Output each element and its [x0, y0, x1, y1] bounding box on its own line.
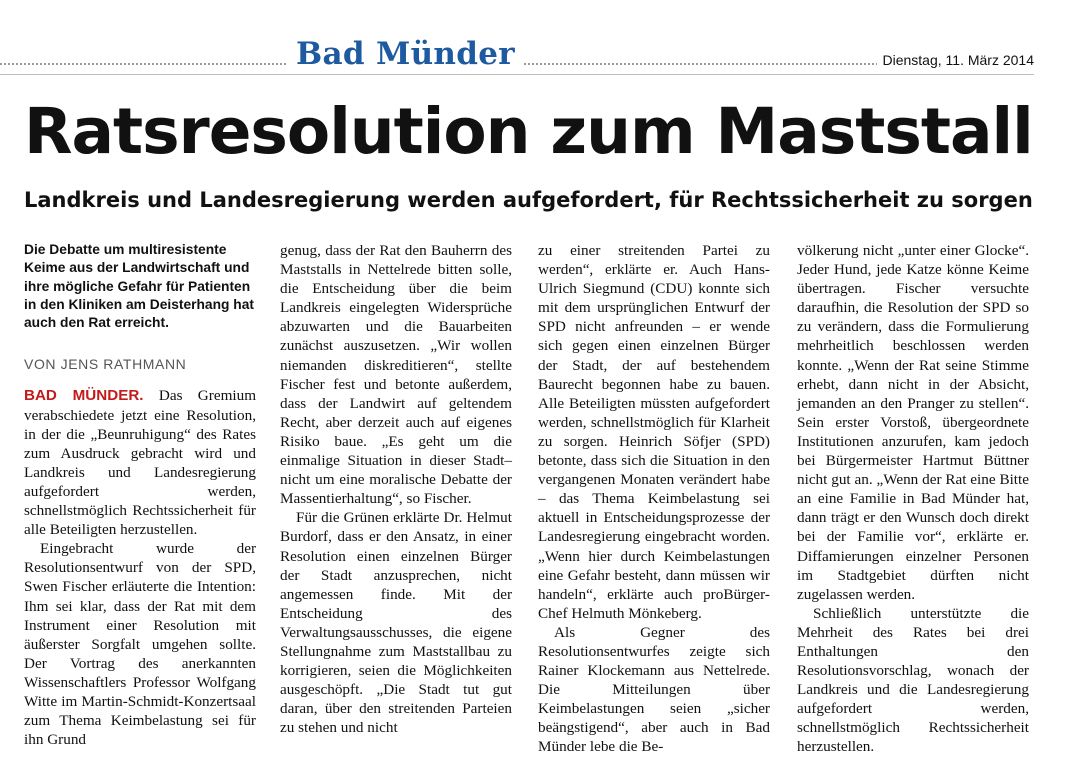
- issue-date: Dienstag, 11. März 2014: [877, 50, 1035, 70]
- dateline: BAD MÜNDER.: [24, 387, 144, 405]
- teaser: Die Debatte um multiresistente Keime aus der Landwirtschaft und ihre mögliche Gefahr für Patienten in den Kliniken am Deisterhang hat auch den Rat erreicht.: [24, 242, 254, 331]
- article-column-4: [797, 241, 1029, 757]
- paragraph: Schließlich unterstützte die Mehrheit des Rates bei drei Enthaltungen den Resolutionsvorschlag, wonach der Landkreis und die Landesregierung aufgefordert werden, schnellstmöglich Rechtssicherheit herzustellen.: [797, 604, 1029, 756]
- paragraph: Als Gegner des Resolutionsentwurfes zeigte sich Rainer Klockemann aus Nettelrede. Die Mitteilungen über Keimbelastungen seien „sicher beängstigend“, aber auch in Bad Münder lebe die Be-: [538, 623, 770, 756]
- article-column-1: [24, 241, 256, 749]
- paragraph: genug, dass der Rat den Bauherrn des Maststalls in Nettelrede bitten solle, die Entscheidung über die beim Landkreis eingelegten Widersprüche abzuwarten und die Bauarbeiten zunächst auszusetzen. „Wir wollen niemanden diskreditieren“, stellte Fischer fest und betonte außerdem, dass der Landwirt auf geltendem Recht, aber derzeit auch auf eigenes Risiko baue. „Es geht um die einmalige Situation in dieser Stadt– nicht um eine moralische Debatte der Massentierhaltung“, so Fischer.: [280, 242, 512, 508]
- paragraph-text: Das Gremium verabschiedete jetzt eine Resolution, in der die „Beunruhigung“ des Rates zum Ausdruck gebracht wird und Landkreis und Landesregierung aufgefordert werden, schnellstmöglich Rechtssicherheit für alle Beteiligten herzustellen.: [24, 387, 257, 539]
- paragraph: zu einer streitenden Partei zu werden“, erklärte er. Auch Hans-Ulrich Siegmund (CDU) konnte sich mit dem ursprünglichen Entwurf der SPD nicht anfreunden – er wende sich gegen einen einzelnen Bürger der Stadt, der auf bestehendem Baurecht begonnen habe zu bauen. Alle Beteiligten müssten aufgefordert werden, schnellstmöglich für Klarheit zu sorgen. Heinrich Söfjer (SPD) betonte, dass sich die Situation in den vergangenen Monaten verändert habe – das Thema Keimbelastung sei aktuell in Entscheidungsprozesse der Landesregierung eingebracht worden. „Wenn hier durch Keimbelastungen eine Gefahr besteht, dann müssen wir handeln“, erklärte auch proBürger-Chef Helmuth Mönkeberg.: [538, 242, 770, 622]
- section-title: Bad Münder: [288, 34, 523, 74]
- article-column-2: [280, 241, 512, 737]
- header-rule-bottom: [0, 74, 1034, 75]
- article-column-3: [538, 241, 770, 757]
- headline: Ratsresolution zum Maststall: [24, 95, 1033, 168]
- paragraph: Eingebracht wurde der Resolutionsentwurf von der SPD, Swen Fischer erläuterte die Intention: Ihm sei klar, dass der Rat mit dem Instrument einer Resolution mit äußerster Sorgfalt umgehen sollte. Der Vortrag des anerkannten Wissenschaftlers Professor Wolfgang Witte im Martin-Schmidt-Konzertsaal zum Thema Keimbelastung sei für ihn Grund: [24, 540, 256, 749]
- subheadline: Landkreis und Landesregierung werden aufgefordert, für Rechtssicherheit zu sorgen: [24, 188, 1033, 212]
- paragraph: Für die Grünen erklärte Dr. Helmut Burdorf, dass er den Ansatz, in einer Resolution einen einzelnen Bürger der Stadt anzusprechen, nicht angemessen finde. Mit der Entscheidung des Verwaltungsausschusses, die eigene Stellungnahme zum Maststallbau zu korrigieren, seien die Möglichkeiten ausgeschöpft. „Die Stadt tut gut daran, über den streitenden Parteien zu stehen und nicht: [280, 509, 512, 737]
- paragraph: völkerung nicht „unter einer Glocke“. Jeder Hund, jede Katze könne Keime übertragen. Fischer versuchte daraufhin, die Resolution der SPD so zu verändern, dass die Formulierung mehrheitlich beschlossen werden konnte. „Wenn der Rat seine Stimme erhebt, dann nicht in der Absicht, jemanden an den Pranger zu stellen“. Sein erster Vorstoß, übergeordnete Institutionen anzurufen, kam jedoch bei Bürgermeister Hartmut Büttner nicht gut an. „Wenn der Rat eine Bitte an eine Familie in Bad Münder hat, dann trägt er den Wunsch doch direkt bei der Familie vor“, erklärte er. Diffamierungen einzelner Personen im Stadtgebiet dürften nicht zugelassen werden.: [797, 242, 1029, 603]
- byline: VON JENS RATHMANN: [24, 356, 187, 373]
- paragraph: [24, 386, 256, 539]
- page-header: [0, 0, 1068, 80]
